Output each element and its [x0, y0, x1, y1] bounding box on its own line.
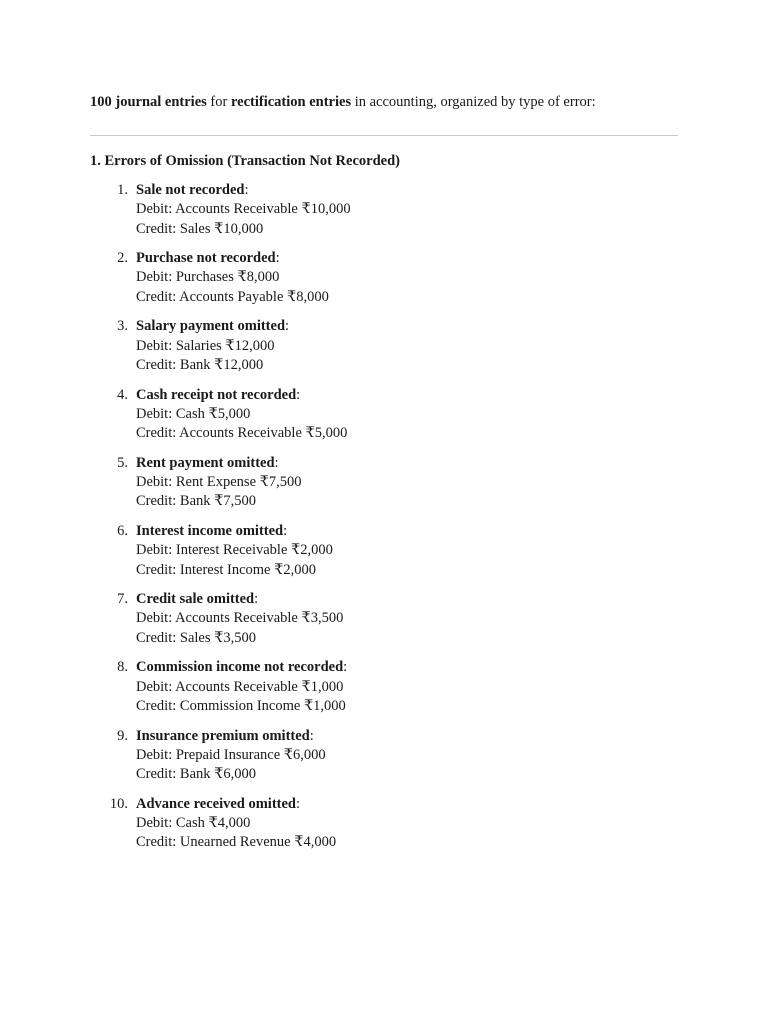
entry-title-text: Sale not recorded: [136, 182, 245, 198]
list-item: [0, 658, 768, 726]
list-item: [0, 795, 768, 863]
list-item-title: [136, 249, 329, 268]
list-item-title: [136, 727, 326, 746]
debit-line: Debit: Prepaid Insurance ₹6,000: [136, 746, 326, 763]
credit-line: Credit: Bank ₹6,000: [136, 766, 256, 783]
credit-line: Credit: Sales ₹10,000: [136, 220, 264, 237]
intro-bold-journal-entries: 100 journal entries: [90, 94, 207, 110]
list-item-body: [136, 386, 347, 444]
list-item-body: [136, 590, 343, 648]
horizontal-rule: [90, 135, 678, 136]
entry-title-colon: :: [283, 522, 288, 539]
list-item-title: [136, 590, 343, 609]
list-item-body: [136, 317, 289, 375]
list-item-title: [136, 795, 336, 814]
list-item: [0, 454, 768, 522]
debit-line: Debit: Cash ₹4,000: [136, 814, 251, 831]
debit-line: Debit: Accounts Receivable ₹1,000: [136, 678, 344, 695]
list-item-number: 3.: [117, 318, 128, 335]
intro-bold-rectification-entries: rectification entries: [230, 94, 352, 110]
entry-title-text: Purchase not recorded: [136, 250, 276, 267]
debit-line: Debit: Interest Receivable ₹2,000: [136, 542, 333, 559]
credit-line: Credit: Bank ₹7,500: [136, 493, 256, 510]
list-item: [0, 317, 768, 385]
intro-paragraph: [90, 93, 596, 111]
entry-title-colon: :: [296, 386, 301, 403]
list-item: [0, 522, 768, 590]
list-item-title: [136, 181, 351, 200]
entry-title-text: Salary payment omitted: [136, 318, 286, 335]
list-item-title: [136, 522, 333, 541]
entry-title-text: Rent payment omitted: [136, 454, 275, 471]
list-item-title: [136, 454, 301, 473]
entry-title-text: Insurance premium omitted: [136, 727, 310, 744]
list-item-body: [136, 658, 347, 716]
intro-text-for: for: [206, 94, 231, 110]
debit-line: Debit: Salaries ₹12,000: [136, 337, 275, 354]
list-item-number: 8.: [117, 659, 128, 676]
entry-title-text: Cash receipt not recorded: [136, 386, 297, 403]
entry-title-text: Advance received omitted: [136, 795, 296, 812]
entry-title-text: Commission income not recorded: [136, 659, 344, 676]
list-item-number: 7.: [117, 591, 128, 608]
section-heading: 1. Errors of Omission (Transaction Not Recorded): [90, 153, 400, 169]
list-item-title: [136, 317, 289, 336]
list-item: [0, 727, 768, 795]
debit-line: Debit: Rent Expense ₹7,500: [136, 474, 302, 491]
list-item-body: [136, 454, 301, 512]
list-item-body: [136, 522, 333, 580]
debit-line: Debit: Cash ₹5,000: [136, 405, 251, 422]
credit-line: Credit: Unearned Revenue ₹4,000: [136, 834, 337, 851]
credit-line: Credit: Interest Income ₹2,000: [136, 561, 316, 578]
list-item: [0, 590, 768, 658]
list-item-number: 5.: [117, 454, 128, 471]
list-item-body: [136, 181, 351, 239]
entry-title-colon: :: [274, 454, 279, 471]
intro-text-rest: in accounting, organized by type of error:: [351, 94, 596, 110]
entry-title-colon: :: [309, 727, 314, 744]
credit-line: Credit: Accounts Payable ₹8,000: [136, 288, 329, 305]
list-item-number: 10.: [109, 795, 128, 812]
credit-line: Credit: Accounts Receivable ₹5,000: [136, 425, 348, 442]
list-item-number: 4.: [117, 386, 128, 403]
list-item: [0, 249, 768, 317]
entry-title-colon: :: [343, 659, 348, 676]
credit-line: Credit: Bank ₹12,000: [136, 356, 264, 373]
list-item-number: 1.: [117, 182, 128, 198]
entries-list: [0, 181, 768, 863]
entry-title-text: Interest income omitted: [136, 522, 284, 539]
entry-title-colon: :: [296, 795, 301, 812]
list-item-body: [136, 795, 336, 853]
entry-title-colon: :: [254, 591, 259, 608]
debit-line: Debit: Purchases ₹8,000: [136, 269, 280, 286]
list-item: [0, 386, 768, 454]
entry-title-colon: :: [275, 250, 280, 267]
entry-title-text: Credit sale omitted: [136, 591, 255, 608]
list-item: [0, 181, 768, 249]
list-item-title: [136, 658, 347, 677]
debit-line: Debit: Accounts Receivable ₹3,500: [136, 610, 344, 627]
list-item-number: 9.: [117, 727, 128, 744]
credit-line: Credit: Sales ₹3,500: [136, 629, 256, 646]
credit-line: Credit: Commission Income ₹1,000: [136, 697, 346, 714]
debit-line: Debit: Accounts Receivable ₹10,000: [136, 201, 351, 218]
entry-title-colon: :: [285, 318, 290, 335]
list-item-number: 2.: [117, 250, 128, 267]
entry-title-colon: :: [244, 182, 249, 198]
list-item-number: 6.: [117, 522, 128, 539]
list-item-title: [136, 386, 347, 405]
list-item-body: [136, 727, 326, 785]
list-item-body: [136, 249, 329, 307]
